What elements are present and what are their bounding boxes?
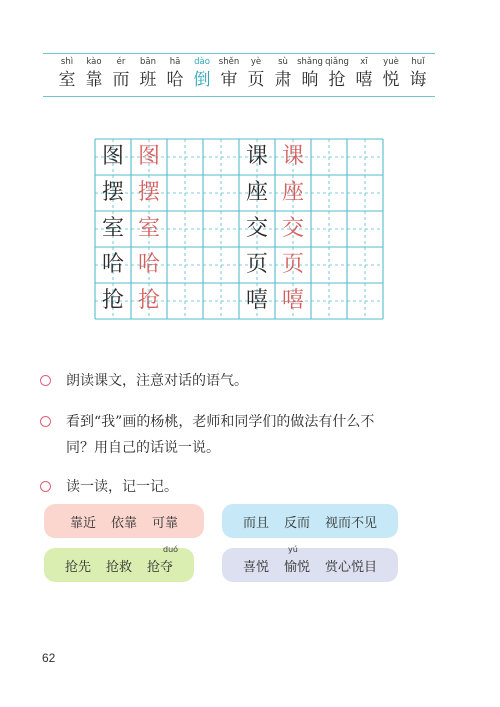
exercise-text: 看到“我”画的杨桃，老师和同学们的做法有什么不 <box>66 414 375 430</box>
strip-bottom-line <box>43 96 435 97</box>
model-character: 嘻 <box>281 288 304 313</box>
hanzi: 室 <box>58 70 76 90</box>
hanzi: 嘻 <box>355 70 373 90</box>
exercise-2 <box>40 409 374 461</box>
pinyin: sù <box>278 57 288 67</box>
pinyin: hā <box>169 57 181 67</box>
hanzi: 哈 <box>166 70 184 90</box>
word-group-blue <box>222 504 398 538</box>
model-character: 图 <box>137 144 160 169</box>
practice-character: 嘻 <box>245 288 268 313</box>
pinyin: qiǎng <box>325 57 349 67</box>
word: 抢救 <box>105 559 132 575</box>
practice-character: 摆 <box>101 180 124 205</box>
hanzi: 班 <box>139 70 157 90</box>
hanzi: 倒 <box>193 70 211 90</box>
practice-character: 抢 <box>101 288 124 313</box>
pinyin: xī <box>360 57 368 67</box>
pinyin: shěn <box>218 57 240 67</box>
practice-character: 哈 <box>101 252 124 277</box>
exercise-text-cont: 同？用自己的话说一说。 <box>66 440 220 456</box>
hanzi: 靠 <box>85 70 103 90</box>
practice-character: 课 <box>245 144 268 169</box>
word: 抢先 <box>64 559 91 575</box>
word: 抢夺 <box>147 559 174 575</box>
hanzi: 页 <box>247 70 265 90</box>
word-group-pink <box>44 504 204 538</box>
hanzi: 抢 <box>328 70 346 90</box>
pinyin-annotation: yú <box>287 544 298 554</box>
hanzi: 晌 <box>301 70 319 90</box>
character-10 <box>297 57 323 91</box>
word: 依靠 <box>110 515 137 531</box>
model-character: 课 <box>281 144 304 169</box>
character-9 <box>270 57 296 91</box>
model-character: 座 <box>281 180 304 205</box>
pinyin-annotation: duó <box>163 544 179 554</box>
character-12 <box>351 57 377 91</box>
character-11 <box>324 57 350 91</box>
new-characters-strip <box>54 57 434 93</box>
pinyin: yè <box>250 57 262 67</box>
model-character: 抢 <box>137 288 160 313</box>
word-group-violet <box>222 544 398 582</box>
practice-character: 交 <box>245 216 268 241</box>
character-8 <box>243 57 269 91</box>
practice-character: 座 <box>245 180 268 205</box>
word: 靠近 <box>69 515 96 531</box>
exercise-1 <box>40 368 248 394</box>
hanzi: 诲 <box>409 70 427 90</box>
hanzi: 而 <box>112 70 130 90</box>
model-character: 室 <box>137 216 160 241</box>
model-character: 哈 <box>137 252 160 277</box>
pinyin: kào <box>86 57 102 67</box>
model-character: 页 <box>281 252 304 277</box>
practice-character: 图 <box>101 144 124 169</box>
word-with-pinyin <box>283 544 310 575</box>
word: 愉悦 <box>283 559 310 575</box>
model-character: 摆 <box>137 180 160 205</box>
word: 而且 <box>242 515 269 531</box>
pinyin: dào <box>194 57 210 67</box>
character-5 <box>162 57 188 91</box>
character-7 <box>216 57 242 91</box>
character-4 <box>135 57 161 91</box>
character-1 <box>54 57 80 91</box>
page-number: 62 <box>42 651 56 665</box>
exercise-3 <box>40 474 178 500</box>
circle-bullet-icon <box>40 416 51 427</box>
word: 可靠 <box>152 515 179 531</box>
word-group-green <box>44 544 194 582</box>
pinyin: shǎng <box>297 57 323 67</box>
word: 视而不见 <box>325 515 378 531</box>
word: 反而 <box>283 515 310 531</box>
pinyin: shì <box>60 57 74 67</box>
word: 喜悦 <box>242 559 269 575</box>
hanzi: 肃 <box>274 70 292 90</box>
strip-top-line <box>43 53 435 54</box>
circle-bullet-icon <box>40 481 51 492</box>
pinyin: ér <box>116 57 126 67</box>
character-3 <box>108 57 134 91</box>
practice-character: 页 <box>245 252 268 277</box>
hanzi: 审 <box>220 70 238 90</box>
hanzi: 悦 <box>382 70 400 90</box>
character-6 <box>189 57 215 91</box>
model-character: 交 <box>281 216 304 241</box>
circle-bullet-icon <box>40 375 51 386</box>
pinyin: yuè <box>383 57 399 67</box>
practice-character: 室 <box>101 216 124 241</box>
character-14 <box>405 57 431 91</box>
word: 赏心悦目 <box>325 559 378 575</box>
character-13 <box>378 57 404 91</box>
exercise-text: 读一读，记一记。 <box>66 479 178 495</box>
character-2 <box>81 57 107 91</box>
exercise-text: 朗读课文，注意对话的语气。 <box>66 373 248 389</box>
pinyin: bān <box>140 57 156 67</box>
pinyin: huǐ <box>411 57 425 67</box>
word-with-pinyin <box>147 544 179 575</box>
